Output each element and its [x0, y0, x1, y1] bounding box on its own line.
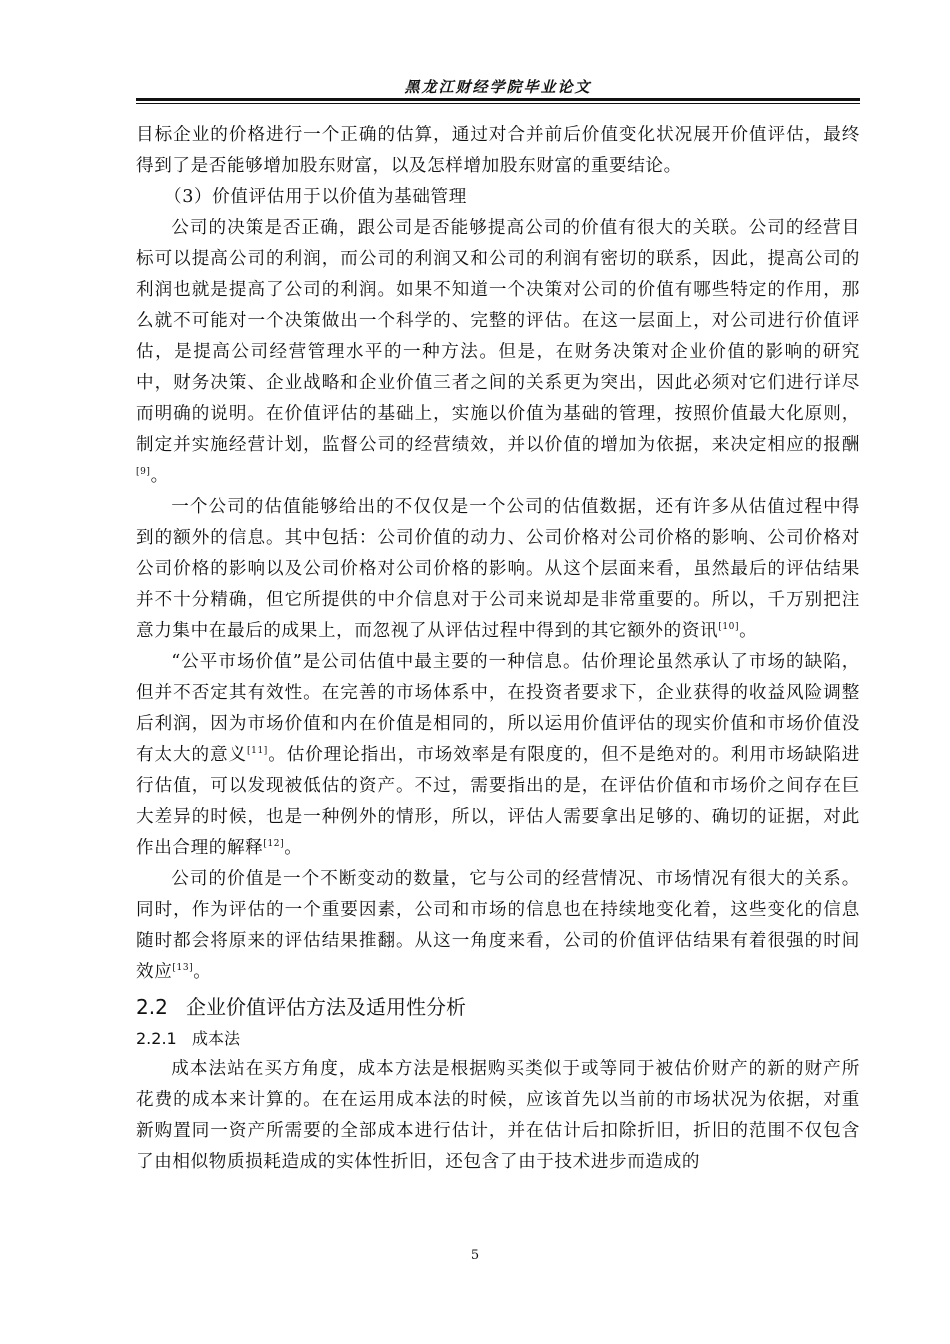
- paragraph-extra-info-text: 一个公司的估值能够给出的不仅仅是一个公司的估值数据，还有许多从估值过程中得到的额外的信息。其中包括：公司价值的动力、公司价格对公司价格的影响、公司价格对公司价格的影响以及公司价格对公司价格的影响。从这个层面来看，虽然最后的评估结果并不十分精确，但它所提供的中介信息对于公司来说却是非常重要的。所以，千万别把注意力集中在最后的成果上，而忽视了从评估过程中得到的其它额外的资讯: [136, 497, 860, 641]
- paragraph-extra-info: [136, 492, 860, 647]
- paragraph-time-effect-text: 公司的价值是一个不断变动的数量，它与公司的经营情况、市场情况有很大的关系。同时，作为评估的一个重要因素，公司和市场的信息也在持续地变化着，这些变化的信息随时都会将原来的评估结果推翻。从这一角度来看，公司的价值评估结果有着很强的时间效应: [136, 869, 860, 982]
- page-number: 5: [470, 1248, 480, 1263]
- paragraph-fmv-text-a: “公平市场价值”是公司估值中最主要的一种信息。估价理论虽然承认了市场的缺陷，但并不否定其有效性。在完善的市场体系中，在投资者要求下，企业获得的收益风险调整后利润，因为市场价值和内在价值是相同的，所以运用价值评估的现实价值和市场价值没有太大的意义: [136, 652, 860, 765]
- section-heading: [136, 990, 860, 1024]
- paragraph-decision: [136, 213, 860, 492]
- paragraph-fair-market-value: [136, 647, 860, 864]
- subsection-heading: [136, 1024, 860, 1054]
- paragraph-decision-end: 。: [150, 466, 169, 486]
- paragraph-cost-method: 成本法站在买方角度，成本方法是根据购买类似于或等同于被估价财产的新的财产所花费的成本来计算的。在在运用成本法的时候，应该首先以当前的市场状况为依据，对重新购置同一资产所需要的全部成本进行估计，并在估计后扣除折旧，折旧的范围不仅包含了由相似物质损耗造成的实体性折旧，还包含了由于技术进步而造成的: [136, 1059, 860, 1172]
- citation-11: [11]: [247, 746, 268, 757]
- header-rule-thin: [136, 103, 860, 104]
- section-number: 2.2: [136, 995, 168, 1019]
- citation-9: [9]: [136, 467, 151, 478]
- paragraph-time-effect: [136, 864, 860, 988]
- subheading-value-management: （3）价值评估用于以价值为基础管理: [164, 187, 467, 207]
- paragraph-time-effect-end: 。: [193, 962, 212, 982]
- paragraph-fmv-text-b: 。估价理论指出，市场效率是有限度的，但不是绝对的。利用市场缺陷进行估值，可以发现被低估的资产。不过，需要指出的是，在评估价值和市场价之间存在巨大差异的时候，也是一种例外的情形，所以，评估人需要拿出足够的、确切的证据，对此作出合理的解释: [136, 745, 861, 858]
- subsection-title: 成本法: [192, 1029, 241, 1048]
- document-header: 黑龙江财经学院毕业论文: [404, 78, 592, 96]
- citation-10: [10]: [718, 622, 740, 633]
- citation-13: [13]: [172, 963, 194, 974]
- paragraph-decision-text: 公司的决策是否正确，跟公司是否能够提高公司的价值有很大的关联。公司的经营目标可以提高公司的利润，而公司的利润又和公司的利润有密切的联系，因此，提高公司的利润也就是提高了公司的利润。如果不知道一个决策对公司的价值有哪些特定的作用，那么就不可能对一个决策做出一个科学的、完整的评估。在这一层面上，对公司进行价值评估，是提高公司经营管理水平的一种方法。但是，在财务决策对企业价值的影响的研究中，财务决策、企业战略和企业价值三者之间的关系更为突出，因此必须对它们进行详尽而明确的说明。在价值评估的基础上，实施以价值为基础的管理，按照价值最大化原则，制定并实施经营计划，监督公司的经营绩效，并以价值的增加为依据，来决定相应的报酬: [136, 218, 860, 455]
- subsection-number: 2.2.1: [136, 1029, 177, 1048]
- page-body: [136, 120, 860, 1178]
- paragraph-fmv-end: 。: [284, 838, 303, 858]
- header-rule-thick: [136, 98, 860, 101]
- citation-12: [12]: [263, 839, 285, 850]
- paragraph-continued: 目标企业的价格进行一个正确的估算，通过对合并前后价值变化状况展开价值评估，最终得到了是否能够增加股东财富，以及怎样增加股东财富的重要结论。: [136, 125, 860, 176]
- paragraph-extra-info-end: 。: [739, 621, 758, 641]
- section-title: 企业价值评估方法及适用性分析: [186, 995, 466, 1019]
